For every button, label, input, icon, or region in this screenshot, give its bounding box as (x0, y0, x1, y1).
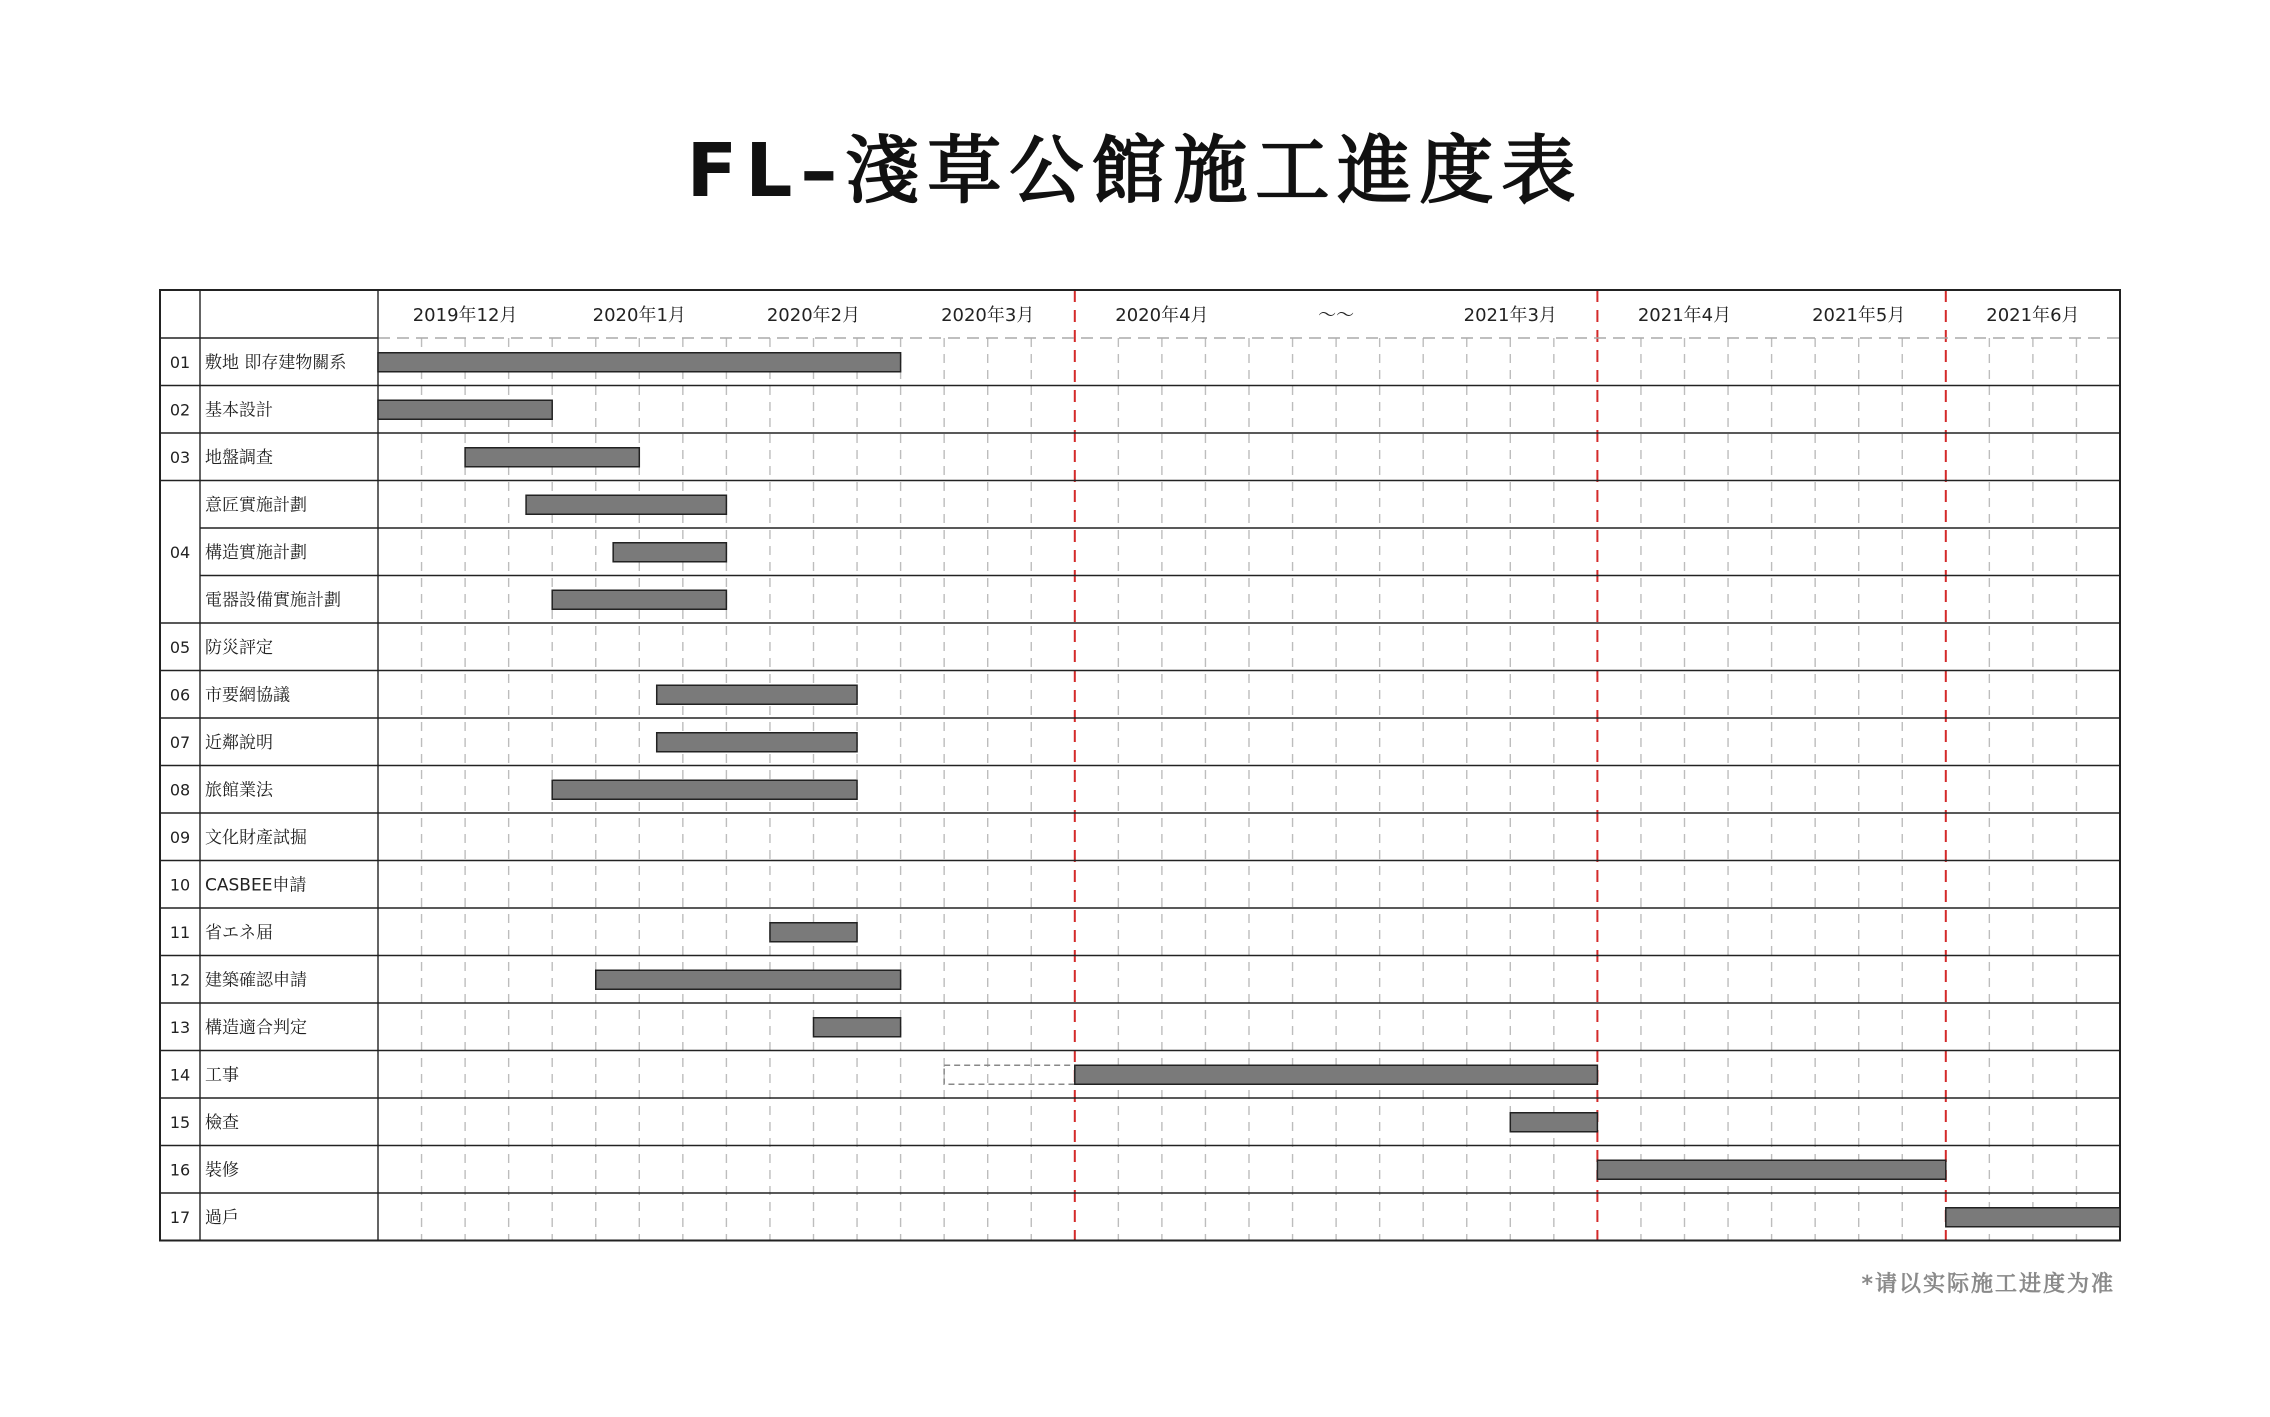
column-header-label: ～～ (1318, 305, 1355, 326)
task-bar (613, 543, 726, 562)
task-bar (596, 970, 901, 989)
task-number: 08 (169, 780, 191, 800)
task-number: 14 (169, 1065, 191, 1085)
column-header-label: 2021年4月 (1637, 305, 1732, 326)
task-bar (552, 780, 857, 799)
task-name: 旅館業法 (205, 780, 273, 801)
task-name: 工事 (205, 1065, 239, 1086)
task-number: 02 (169, 400, 191, 420)
task-bar (1510, 1113, 1597, 1132)
task-name: 地盤調查 (205, 447, 273, 468)
task-number: 10 (169, 875, 191, 895)
task-bar (552, 590, 726, 609)
task-number: 12 (169, 970, 191, 990)
task-name: 敷地 即存建物關系 (205, 352, 347, 373)
page-title: FL–淺草公館施工進度表 (686, 128, 1584, 214)
column-header-label: 2019年12月 (412, 305, 518, 326)
task-number: 04 (169, 542, 191, 562)
planned-bar (944, 1065, 1075, 1084)
task-name: 構造實施計劃 (205, 542, 307, 563)
task-number: 16 (169, 1160, 191, 1180)
column-header-label: 2020年4月 (1115, 305, 1209, 326)
task-number: 03 (169, 447, 191, 467)
task-name: 近鄰說明 (205, 732, 273, 753)
column-header-label: 2020年3月 (941, 305, 1035, 326)
task-bar (657, 733, 857, 752)
task-number: 05 (169, 637, 191, 657)
task-bar (465, 448, 639, 467)
task-name: 過戶 (205, 1207, 239, 1228)
task-bar (378, 400, 552, 419)
task-number: 15 (169, 1112, 191, 1132)
task-number: 01 (169, 352, 191, 372)
task-bar (814, 1018, 901, 1037)
task-number: 06 (169, 685, 191, 705)
task-name: 檢查 (205, 1112, 239, 1133)
task-name: CASBEE申請 (205, 875, 307, 896)
column-header-label: 2020年1月 (592, 305, 686, 326)
task-name: 意匠實施計劃 (205, 495, 307, 516)
task-name: 構造適合判定 (205, 1017, 307, 1038)
task-name: 省エネ届 (205, 922, 273, 943)
task-number: 09 (169, 827, 191, 847)
task-name: 裝修 (205, 1160, 239, 1181)
task-bar (770, 923, 857, 942)
task-bar (526, 495, 726, 514)
column-header-label: 2021年3月 (1463, 305, 1557, 326)
task-number: 13 (169, 1017, 191, 1037)
task-name: 建築確認申請 (205, 970, 307, 991)
task-name: 基本設計 (205, 400, 273, 421)
footnote: *请以实际施工进度为准 (1861, 1272, 2115, 1297)
task-number: 07 (169, 732, 191, 752)
task-name: 防災評定 (205, 637, 273, 658)
column-header-label: 2020年2月 (766, 305, 861, 326)
task-name: 文化財產試掘 (205, 827, 307, 848)
task-number: 17 (169, 1207, 191, 1227)
task-bar (1075, 1065, 1598, 1084)
task-bar (378, 353, 901, 372)
column-header-label: 2021年6月 (1986, 305, 2080, 326)
task-bar (1946, 1208, 2120, 1227)
task-name: 電器設備實施計劃 (205, 590, 341, 611)
task-bar (657, 685, 857, 704)
task-bar (1597, 1160, 1945, 1179)
task-number: 11 (169, 922, 191, 942)
task-name: 市要網協議 (205, 685, 290, 706)
column-header-label: 2021年5月 (1812, 305, 1906, 326)
